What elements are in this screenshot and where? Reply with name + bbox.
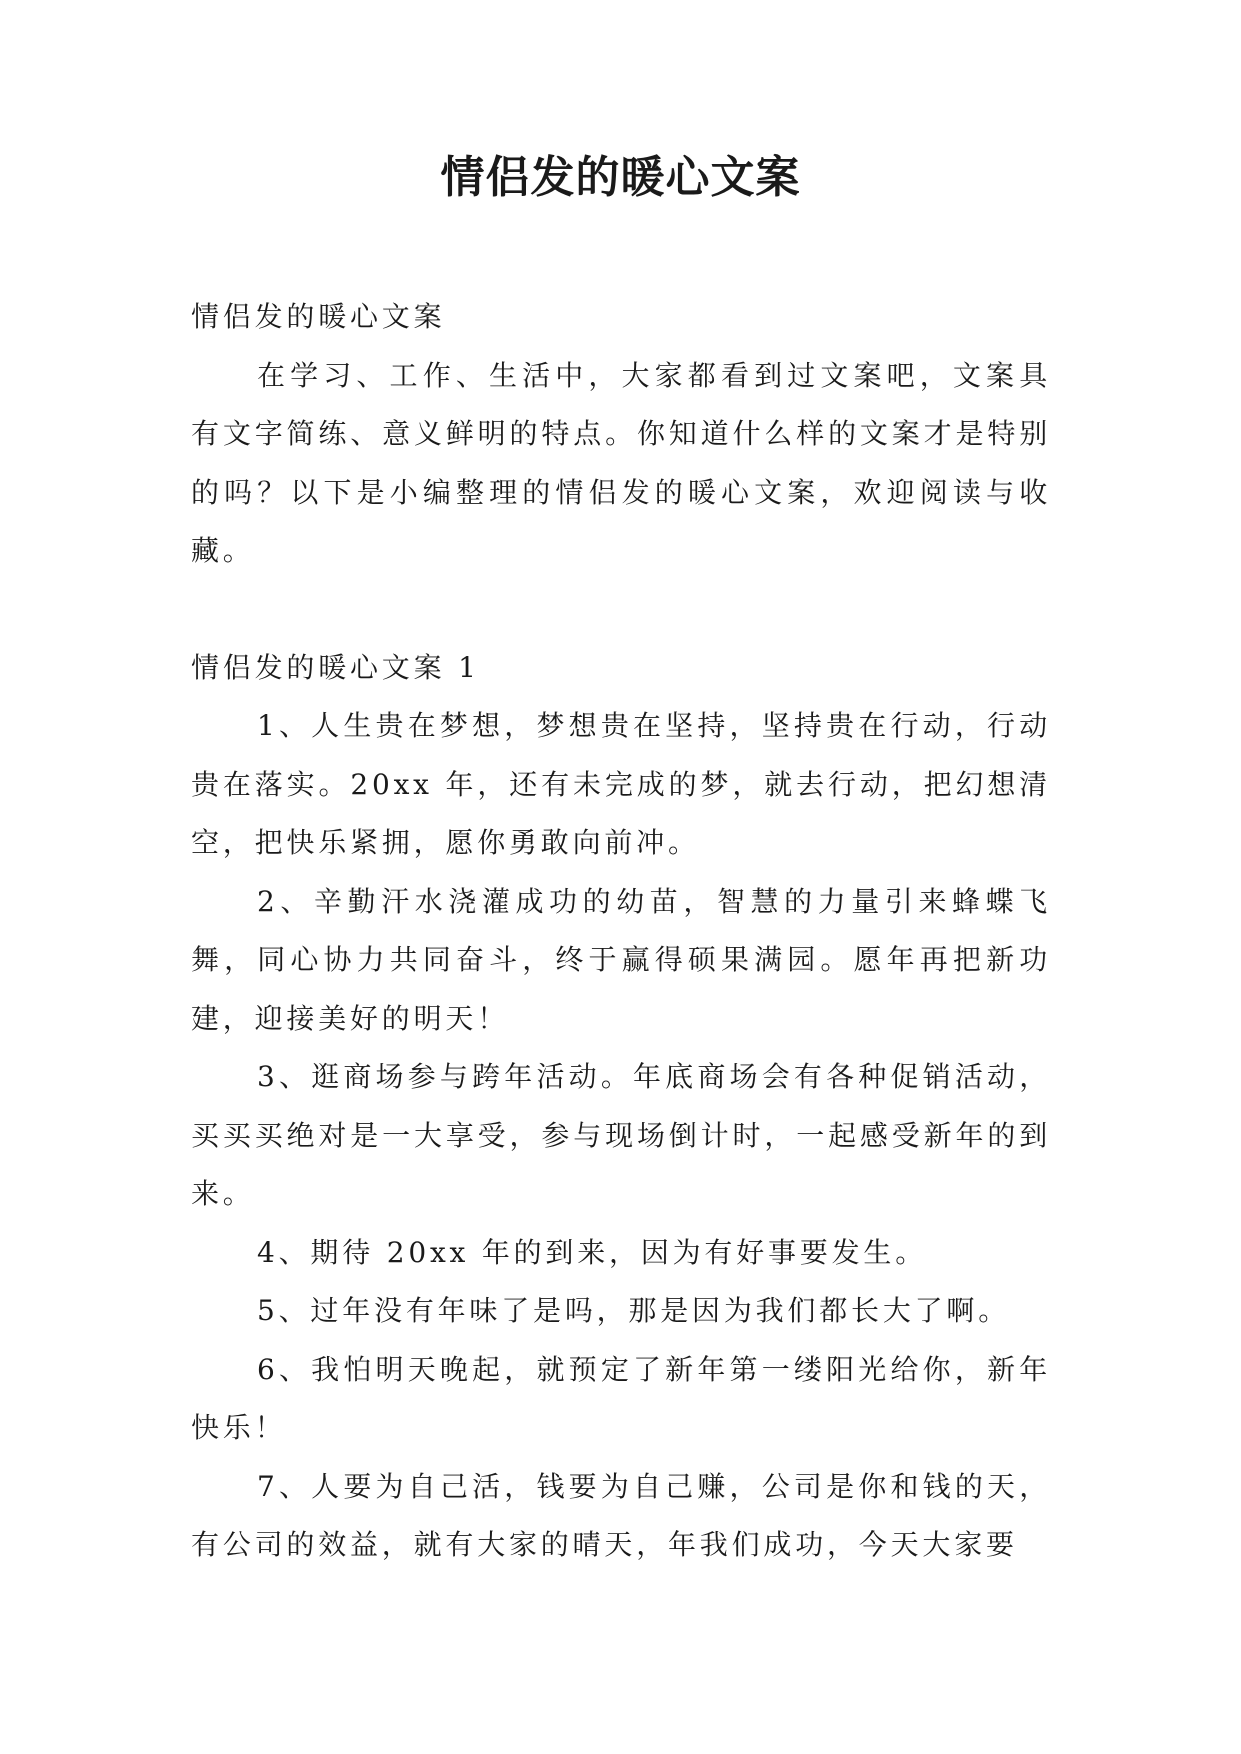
- list-item: 5、过年没有年味了是吗，那是因为我们都长大了啊。: [257, 1294, 1011, 1327]
- list-item: 7、人要为自己活，钱要为自己赚，公司是你和钱的天，有公司的效益，就有大家的晴天，年我们成功，今天大家要: [191, 1469, 1051, 1561]
- list-item: 2、辛勤汗水浇灌成功的幼苗，智慧的力量引来蜂蝶飞舞，同心协力共同奋斗，终于赢得硕果满园。愿年再把新功建，迎接美好的明天！: [191, 884, 1051, 1035]
- list-item: 4、期待 20xx 年的到来，因为有好事要发生。: [257, 1235, 928, 1269]
- intro-paragraph: 在学习、工作、生活中，大家都看到过文案吧，文案具有文字简练、意义鲜明的特点。你知道什么样的文案才是特别的吗？以下是小编整理的情侣发的暖心文案，欢迎阅读与收藏。: [191, 358, 1051, 567]
- section-heading: 情侣发的暖心文案 1: [191, 650, 480, 684]
- document-subtitle: 情侣发的暖心文案: [191, 300, 446, 333]
- list-item: 1、人生贵在梦想，梦想贵在坚持，坚持贵在行动，行动贵在落实。20xx 年，还有未完成的梦，就去行动，把幻想清空，把快乐紧拥，愿你勇敢向前冲。: [191, 709, 1051, 859]
- list-item: 6、我怕明天晚起，就预定了新年第一缕阳光给你，新年快乐！: [191, 1352, 1051, 1444]
- document-body: [191, 288, 1051, 1575]
- document-title: 情侣发的暖心文案: [440, 152, 801, 203]
- list-item: 3、逛商场参与跨年活动。年底商场会有各种促销活动，买买买绝对是一大享受，参与现场倒计时，一起感受新年的到来。: [191, 1060, 1051, 1210]
- paragraph-gap: [191, 581, 1051, 639]
